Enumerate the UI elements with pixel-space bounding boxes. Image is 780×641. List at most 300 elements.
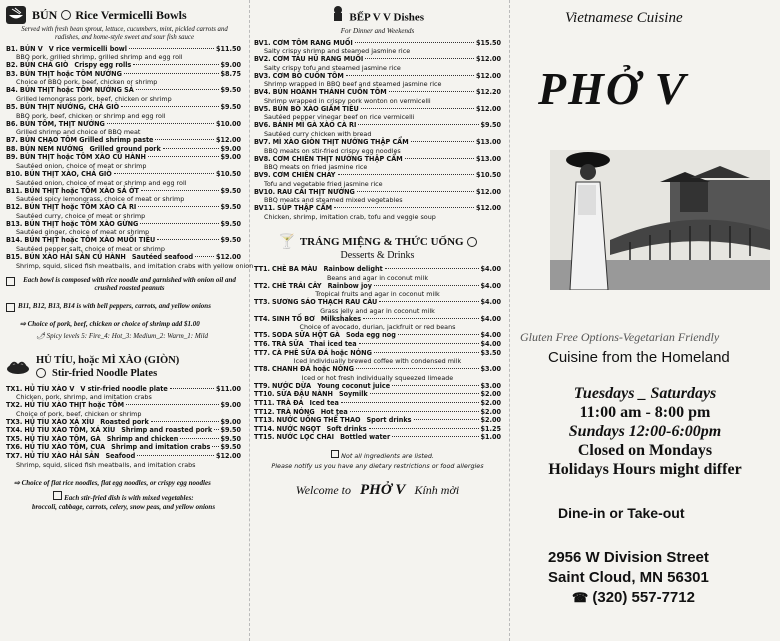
welcome-line: Welcome to PHỞ V Kính mời (295, 481, 460, 498)
cocktail-icon: 🍸 (278, 233, 296, 250)
item-name: HỦ TÍU XÀO HẢI SẢN (24, 451, 100, 461)
item-name: SỮA ĐẬU NÀNH (276, 389, 333, 399)
hours-days: Tuesdays _ Saturdays (573, 385, 717, 402)
menu-item (254, 155, 501, 164)
leader-dots (338, 174, 475, 175)
item-name: HỦ TÍU XÀO V (24, 383, 75, 393)
item-price: $9.00 (220, 143, 241, 153)
menu-item (6, 187, 241, 196)
item-description: Iced individually brewed coffee with condensed milk (293, 357, 462, 366)
item-price: $3.50 (480, 347, 501, 357)
menu-item (254, 315, 501, 324)
item-name: MÌ XÀO GIÒN THỊT NƯỚNG THẬP CẨM (272, 137, 409, 147)
item-price: $12.00 (216, 451, 241, 461)
item-description: Chicken, shrimp, imitation crab, tofu and veggie soup (264, 213, 436, 222)
item-name: CƠM TÔM RANG MUỐI (272, 37, 353, 47)
item-code: TT3. (254, 297, 270, 307)
leader-dots (107, 123, 214, 124)
bun-list (6, 43, 254, 270)
item-code: B8. (6, 143, 18, 153)
item-english-name: Young coconut juice (317, 380, 391, 390)
item-code: B2. (6, 60, 18, 70)
leader-dots (124, 73, 219, 74)
item-name: HỦ TÍU XÀO THỊT hoặc TÔM (24, 400, 125, 410)
item-name: TRÀ SỮA (271, 339, 304, 348)
item-description: Shrimp wrapped in crispy pork wonton on vermicelli (264, 96, 431, 105)
item-description: Sautéed pepper vinegar beef on rice vermicelli (264, 113, 415, 122)
item-name: BÚN THỊT hoặc TÔM XÀO CÀ RI (24, 202, 137, 212)
item-price: $3.00 (480, 364, 501, 374)
desserts-header (254, 233, 501, 250)
hours-sunday: Sundays 12:00-6:00pm (568, 423, 722, 440)
desserts-title: TRÁNG MIỆNG & THỨC UỐNG (299, 235, 464, 248)
address-block (548, 548, 709, 608)
item-name: BÚN THỊT hoặc TÔM XÀO SẢ ỚT (24, 185, 139, 195)
hours-holidays: Holidays Hours might differ (548, 461, 742, 478)
info-panel (510, 0, 780, 641)
menu-item (254, 349, 501, 358)
leader-dots (405, 158, 474, 159)
menu-item (6, 103, 241, 112)
phone-line (548, 588, 709, 608)
leader-dots (114, 173, 214, 174)
item-code: TT2. (254, 280, 270, 290)
item-code: BV4. (254, 87, 271, 97)
item-english-name: Shrimp and chicken (106, 433, 179, 443)
menu-item (6, 236, 241, 245)
menu-item (254, 72, 501, 81)
item-price: $11.50 (216, 43, 241, 53)
item-code: TX4. (6, 425, 23, 435)
item-description: Choice of avocado, durian, jackfruit or red beans (299, 323, 456, 332)
checkbox-icon (331, 450, 339, 458)
menu-item (6, 70, 241, 79)
item-code: BV3. (254, 70, 271, 80)
item-code: BV11. (254, 203, 276, 213)
item-description: Sautéed curry chicken with bread (264, 130, 372, 139)
item-code: TT8. (254, 364, 270, 374)
hours-block (510, 384, 780, 479)
leader-dots (357, 191, 474, 192)
item-name: BÁNH MÌ GÀ XÀO CÀ RI (272, 120, 357, 130)
leader-dots (151, 421, 219, 422)
item-english-name: Soda egg nog (345, 330, 396, 340)
hutiu-note-choice: ⇨ Choice of flat rice noodles, flat egg noodles, or crispy egg noodles (14, 478, 211, 487)
item-name: SODA SỮA HỘT GÀ (271, 330, 340, 340)
item-english-name: Soymilk (338, 389, 368, 399)
item-code: TX1. (6, 383, 23, 393)
item-price: $9.50 (220, 442, 241, 452)
hutiu-title: HỦ TÍU, hoặc MÌ XÀO (GIÒN) (36, 354, 180, 366)
item-price: $2.00 (480, 389, 501, 399)
item-code: B10. (6, 168, 23, 178)
item-price: $4.00 (480, 313, 501, 323)
welcome-brand: PHỞ V (360, 481, 406, 498)
leader-dots (350, 411, 479, 412)
item-description: Sautéed curry, choice of meat or shrimp (16, 211, 146, 220)
menu-item (6, 401, 241, 410)
noodle-plate-icon (6, 355, 30, 377)
item-name: SƯƠNG SÁO THẠCH RAU CÂU (271, 297, 378, 307)
item-price: $9.50 (480, 120, 501, 130)
item-english-name: Roasted pork (100, 416, 149, 426)
item-name: NƯỚC UỐNG THỂ THAO (276, 415, 361, 425)
circle-icon (61, 10, 71, 20)
item-description: Shrimp wrapped in BBQ beef and steamed jasmine rice (264, 80, 442, 89)
bep-title: BẾP V V Dishes (349, 11, 425, 24)
pepper-icon: 🌶 (36, 332, 47, 340)
circle-icon (36, 368, 46, 378)
menu-item (254, 105, 501, 114)
item-code: B9. (6, 152, 18, 162)
bun-note-peppers: B11, B12, B13, B14 is with bell peppers, carrots, and yellow onions (6, 302, 241, 312)
item-price: $12.00 (476, 103, 501, 113)
temple-illustration (550, 150, 770, 290)
item-name: NƯỚC DỪA (271, 380, 312, 390)
item-price: $9.50 (220, 202, 241, 212)
leader-dots (398, 334, 479, 335)
item-code: TT1. (254, 264, 270, 274)
item-code: TT9. (254, 380, 270, 390)
item-description: Choice of BBQ pork, beef, chicken or shrimp (16, 78, 158, 87)
item-english-name: Thai iced tea (309, 339, 357, 348)
leader-dots (138, 206, 218, 207)
item-price: $4.00 (480, 330, 501, 340)
hutiu-subtitle: Stir-fried Noodle Plates (52, 367, 158, 379)
menu-item (254, 298, 501, 307)
item-price: $12.00 (476, 54, 501, 64)
item-english-name: V stir-fried noodle plate (80, 383, 168, 393)
item-code: TT10. (254, 389, 275, 399)
item-description: BBQ pork, grilled shrimp, grilled shrimp and egg roll (16, 53, 183, 62)
item-code: TT14. (254, 423, 275, 433)
item-name: BÚN THỊT XÀO, CHẢ GIÒ (24, 168, 112, 178)
bep-panel (250, 0, 510, 641)
item-description: Iced or hot fresh individually squeezed limeade (301, 373, 454, 382)
item-code: TT13. (254, 415, 275, 425)
bun-note-spicy: 🌶 Spicy levels 5: Fire_4: Hot_3: Medium_2: Warm_1: Mild (36, 332, 209, 340)
item-price: $9.50 (220, 85, 241, 95)
item-code: B12. (6, 202, 23, 212)
bowl-icon (6, 6, 26, 24)
leader-dots (334, 207, 474, 208)
item-price: $10.50 (476, 170, 501, 180)
item-code: TX5. (6, 433, 23, 443)
item-code: TX2. (6, 400, 23, 410)
item-name: BÚN THỊT hoặc TÔM NƯỚNG (19, 68, 122, 78)
bun-note-bowl: Each bowl is composed with rice noodle and garnished with onion oil and crushed roasted peanuts (6, 276, 241, 293)
leader-dots (355, 42, 474, 43)
item-description: Sautéed ginger, choice of meat or shrimp (16, 228, 150, 237)
hutiu-note-veg: Each stir-fried dish is with mixed vegetables: (6, 491, 241, 503)
item-price: $1.25 (480, 423, 501, 433)
item-english-name: Sport drinks (366, 415, 412, 425)
item-description: BBQ meats on stir-fried crispy egg noodles (264, 146, 401, 155)
menu-item (6, 385, 241, 394)
item-english-name: V rice vermicelli bowl (48, 43, 127, 53)
item-code: BV6. (254, 120, 271, 130)
item-price: $9.00 (220, 400, 241, 410)
item-price: $4.00 (480, 297, 501, 307)
item-name: CHANH ĐÁ hoặc NÓNG (271, 364, 354, 374)
leader-dots (370, 393, 479, 394)
item-price: $15.50 (476, 37, 501, 47)
leader-dots (356, 368, 479, 369)
leader-dots (148, 156, 219, 157)
phone-icon: ☎ (572, 590, 589, 605)
item-description: Tropical fruits and agar in coconut milk (315, 290, 440, 299)
item-description: Sautéed onion, choice of meat or shrimp (16, 161, 147, 170)
item-name: HỦ TÍU XÀO TÔM, GÀ (24, 433, 101, 443)
menu-item (6, 253, 241, 262)
item-name: SÚP THẬP CẨM (277, 203, 333, 213)
menu-item (254, 171, 501, 180)
item-code: BV7. (254, 137, 271, 147)
item-name: TRÀ NÓNG (276, 406, 315, 416)
item-price: $2.00 (480, 406, 501, 416)
bun-title: BÚN (32, 7, 58, 22)
hutiu-header (6, 355, 241, 379)
item-english-name: Grilled ground pork (89, 143, 161, 153)
item-code: TT11. (254, 397, 275, 407)
item-description: Tofu and vegetable fried jasmine rice (264, 179, 383, 188)
menu-item (254, 88, 501, 97)
item-price: $13.00 (476, 137, 501, 147)
allergy-note: Please notify us you have any dietary restrictions or food allergies (271, 461, 484, 470)
item-price: $2.00 (480, 415, 501, 425)
item-price: $11.00 (216, 383, 241, 393)
item-description: Shrimp, squid, sliced fish meatballs, and imitation crabs (16, 460, 196, 469)
circle-icon (467, 237, 477, 247)
leader-dots (212, 446, 218, 447)
menu-item (6, 153, 241, 162)
item-price: $1.00 (480, 432, 501, 442)
item-name: BÚN BÒ XÀO GIẤM TIÊU (272, 103, 359, 113)
leader-dots (414, 419, 479, 420)
bun-header (6, 6, 241, 24)
bep-subtitle: For Dinner and Weekends (340, 27, 415, 35)
brand-title: PHỞ V (538, 63, 688, 114)
item-price: $12.00 (476, 203, 501, 213)
menu-item (254, 433, 501, 442)
menu-item (254, 204, 501, 213)
item-name: CƠM BÒ CUỐN TÔM (272, 70, 344, 80)
leader-dots (363, 318, 478, 319)
item-code: B1. (6, 43, 18, 53)
leader-dots (341, 402, 479, 403)
item-name: TRÀ ĐÁ (276, 397, 304, 407)
item-code: B3. (6, 68, 18, 78)
item-price: $9.50 (220, 235, 241, 245)
item-code: TT12. (254, 406, 275, 416)
checkbox-icon (6, 303, 15, 312)
address-city: Saint Cloud, MN 56301 (548, 569, 709, 586)
item-code: BV8. (254, 153, 271, 163)
item-description: BBQ meats and steamed mixed vegetables (264, 196, 403, 205)
item-name: NƯỚC LỌC CHAI (276, 432, 335, 442)
leader-dots (411, 141, 474, 142)
item-code: B15. (6, 251, 23, 261)
item-code: TX7. (6, 451, 23, 461)
item-price: $9.00 (220, 152, 241, 162)
leader-dots (358, 124, 478, 125)
item-code: BV1. (254, 37, 271, 47)
item-name: BÚN HOÀNH THÁNH CUỐN TÔM (272, 87, 387, 97)
item-description: BBQ meats on fried jasmine rice (264, 163, 368, 172)
menu-item (6, 203, 241, 212)
item-name: BÚN NEM NƯỚNG (19, 143, 84, 153)
arrow-icon: ⇨ (14, 478, 22, 487)
item-description: Choice of pork, beef, chicken or shrimp (16, 409, 142, 418)
menu-item (6, 120, 241, 129)
leader-dots (195, 256, 214, 257)
menu-item (254, 121, 501, 130)
item-name: BÚN CHẠO TÔM Grilled shrimp paste (19, 135, 154, 145)
bun-title-suffix: Rice Vermicelli Bowls (75, 7, 187, 22)
item-code: TT7. (254, 347, 270, 357)
leader-dots (141, 190, 219, 191)
item-name: NƯỚC NGỌT (276, 423, 321, 433)
checkbox-icon (53, 491, 62, 500)
item-price: $9.00 (220, 416, 241, 426)
menu-item (254, 365, 501, 374)
menu-item (254, 138, 501, 147)
leader-dots (129, 48, 214, 49)
item-code: B13. (6, 218, 23, 228)
item-code: B6. (6, 118, 18, 128)
item-description: Sautéed pepper salt, choice of meat or shrimp (16, 244, 165, 253)
bep-header (254, 6, 501, 27)
leader-dots (170, 388, 214, 389)
item-description: Salty crispy shrimp and steamed jasmine rice (264, 47, 411, 56)
dine-line: Dine-in or Take-out (558, 505, 685, 521)
item-english-name: Seafood (105, 451, 136, 461)
leader-dots (361, 108, 474, 109)
item-code: TT6. (254, 339, 270, 348)
menu-item (6, 220, 241, 229)
item-name: BÚN THỊT NƯỚNG, CHẢ GIÒ (19, 101, 120, 111)
cuisine-label: Vietnamese Cuisine (565, 10, 683, 26)
item-name: BÚN V (19, 43, 43, 53)
leader-dots (379, 301, 478, 302)
item-name: SINH TỐ BƠ (271, 313, 315, 323)
item-description: Beans and agar in coconut milk (326, 273, 429, 282)
item-name: CƠM CHIÊN CHAY (272, 170, 336, 180)
hutiu-list (6, 385, 241, 469)
checkbox-icon (6, 277, 15, 286)
item-price: $12.00 (216, 251, 241, 261)
item-code: TX3. (6, 416, 23, 426)
leader-dots (133, 64, 218, 65)
hutiu-note-veg-list: broccoli, cabbage, carrots, celery, snow peas, and yellow onions (31, 502, 216, 511)
item-price: $12.00 (216, 135, 241, 145)
menu-item (6, 86, 241, 95)
item-code: TT5. (254, 330, 270, 340)
item-description: Grilled shrimp and choice of BBQ meat (16, 128, 141, 137)
item-name: CÀ PHÊ SỮA ĐÁ hoặc NÓNG (271, 347, 372, 357)
item-english-name: Crispy egg rolls (74, 60, 132, 70)
address-street: 2956 W Division Street (548, 549, 709, 566)
leader-dots (385, 268, 479, 269)
menu-item (6, 452, 241, 461)
item-english-name: Iced tea (309, 397, 339, 407)
item-price: $9.50 (220, 433, 241, 443)
item-price: $4.00 (480, 339, 501, 348)
item-code: TX6. (6, 442, 23, 452)
item-description: Grilled lemongrass pork, beef, chicken or shrimp (16, 94, 172, 103)
item-price: $9.00 (220, 60, 241, 70)
item-description: BBQ pork, beef, chicken or shrimp and egg roll (16, 111, 166, 120)
item-english-name: Hot tea (320, 406, 348, 416)
options-line: Gluten Free Options-Vegetarian Friendly (520, 330, 720, 344)
item-price: $12.20 (476, 87, 501, 97)
chef-icon (331, 6, 345, 27)
item-code: BV10. (254, 186, 276, 196)
item-code: B7. (6, 135, 18, 145)
item-name: BÚN XÀO HẢI SẢN CỦ HÀNH (24, 251, 126, 261)
item-english-name: Rainbow delight (323, 264, 383, 274)
item-english-name: Bottled water (340, 432, 391, 442)
item-name: BÚN THỊT hoặc TÔM XÀO MUỐI TIÊU (24, 235, 156, 245)
hours-closed: Closed on Mondays (577, 442, 713, 459)
item-name: BÚN THỊT hoặc TÔM NƯỚNG SẢ (19, 85, 134, 95)
ingredients-note: Not all ingredients are listed. (254, 450, 501, 460)
item-price: $12.00 (476, 186, 501, 196)
item-name: BÚN THỊT hoặc TÔM XÀO CỦ HÀNH (19, 152, 146, 162)
item-code: BV2. (254, 54, 271, 64)
item-price: $9.50 (220, 101, 241, 111)
item-price: $10.00 (216, 118, 241, 128)
leader-dots (392, 436, 478, 437)
menu-item (254, 265, 501, 274)
item-english-name: Sautéed seafood (131, 251, 194, 261)
item-code: BV5. (254, 103, 271, 113)
item-english-name: Rainbow joy (327, 280, 372, 290)
menu-item (254, 188, 501, 197)
item-code: TT15. (254, 432, 275, 442)
item-price: $9.50 (220, 425, 241, 435)
item-description: Sautéed spicy lemongrass, choice of meat or shrimp (16, 195, 185, 204)
item-price: $4.00 (480, 264, 501, 274)
item-name: RAU CẢI THỊT NƯỚNG (277, 186, 355, 196)
item-english-name: Shrimp and roasted pork (121, 425, 213, 435)
phone-number[interactable]: (320) 557-7712 (592, 589, 695, 606)
item-name: CƠM CHIÊN THỊT NƯỚNG THẬP CẨM (272, 153, 403, 163)
hours-time: 11:00 am - 8:00 pm (579, 404, 711, 421)
item-code: B5. (6, 101, 18, 111)
leader-dots (155, 139, 214, 140)
item-code: BV9. (254, 170, 271, 180)
item-description: Salty crispy tofu and steamed jasmine rice (264, 63, 401, 72)
item-description: Grass jelly and agar in coconut milk (320, 306, 435, 315)
leader-dots (389, 91, 474, 92)
menu-item (6, 170, 241, 179)
bun-note-choice: ⇨ Choice of pork, beef, chicken or choice of shrimp add $1.00 (20, 319, 200, 328)
item-price: $12.00 (476, 70, 501, 80)
leader-dots (359, 343, 479, 344)
leader-dots (374, 285, 479, 286)
item-price: $13.00 (476, 153, 501, 163)
bun-panel (0, 0, 254, 641)
item-description: Shrimp, squid, sliced fish meatballs, and imitation crabs with yellow onion (16, 261, 254, 270)
menu-item (254, 282, 501, 291)
item-name: CHÈ TRÁI CÂY (271, 280, 322, 290)
leader-dots (157, 239, 218, 240)
item-price: $2.00 (480, 397, 501, 407)
item-name: CHÈ BA MÀU (271, 264, 318, 274)
item-code: B11. (6, 185, 23, 195)
item-price: $8.75 (220, 68, 241, 78)
